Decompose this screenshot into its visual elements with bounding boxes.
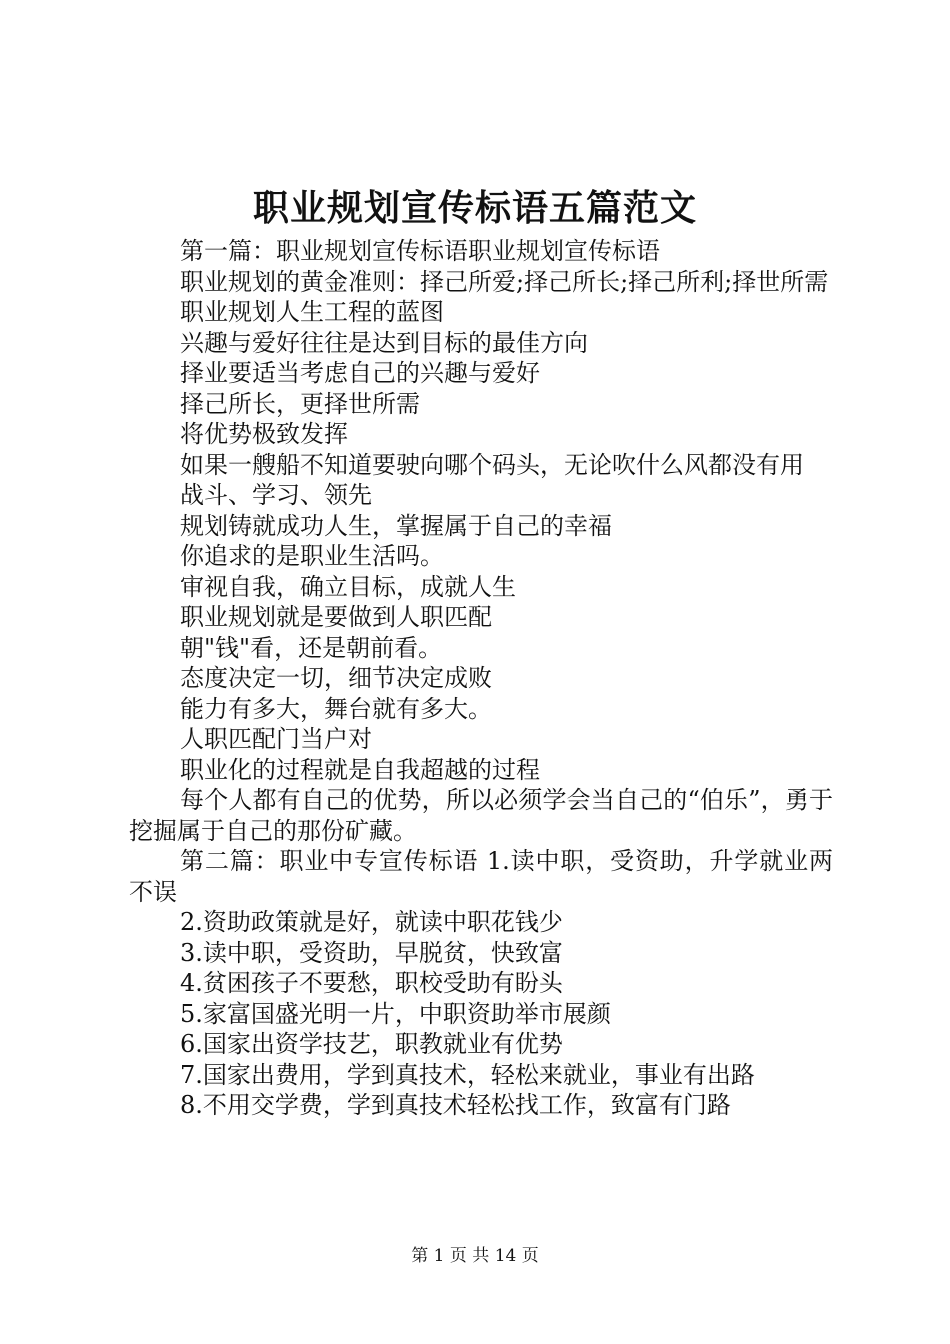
paragraph: 战斗、学习、领先 (180, 481, 372, 509)
paragraph: 第二篇：职业中专宣传标语 1.读中职，受资助，升学就业两不误 (129, 847, 833, 906)
paragraph: 审视自我，确立目标，成就人生 (180, 572, 516, 601)
paragraph: 职业规划的黄金准则：择己所爱;择己所长;择己所利;择世所需 (180, 267, 829, 296)
document-body (129, 236, 833, 1121)
paragraph: 4.贫困孩子不要愁，职校受助有盼头 (180, 969, 563, 997)
paragraph: 每个人都有自己的优势，所以必须学会当自己的“伯乐”，勇于挖掘属于自己的那份矿藏。 (129, 786, 833, 845)
paragraph: 你追求的是职业生活吗。 (180, 542, 444, 570)
paragraph: 规划铸就成功人生，掌握属于自己的幸福 (180, 511, 612, 540)
paragraph: 人职匹配门当户对 (180, 725, 372, 753)
paragraph: 6.国家出资学技艺，职教就业有优势 (180, 1030, 563, 1058)
paragraph: 3.读中职，受资助，早脱贫，快致富 (180, 938, 563, 967)
document-title: 职业规划宣传标语五篇范文 (252, 187, 697, 229)
paragraph: 5.家富国盛光明一片，中职资助举市展颜 (180, 999, 611, 1028)
paragraph: 7.国家出费用，学到真技术，轻松来就业，事业有出路 (180, 1060, 755, 1089)
paragraph: 择业要适当考虑自己的兴趣与爱好 (180, 359, 540, 387)
paragraph: 如果一艘船不知道要驶向哪个码头，无论吹什么风都没有用 (180, 450, 804, 479)
paragraph: 朝"钱"看，还是朝前看。 (180, 633, 443, 662)
paragraph: 兴趣与爱好往往是达到目标的最佳方向 (180, 328, 588, 357)
paragraph: 8.不用交学费，学到真技术轻松找工作，致富有门路 (180, 1091, 731, 1119)
paragraph: 择己所长，更择世所需 (180, 389, 420, 418)
paragraph: 能力有多大，舞台就有多大。 (180, 694, 492, 723)
paragraph: 职业规划人生工程的蓝图 (180, 298, 444, 326)
paragraph: 态度决定一切，细节决定成败 (180, 664, 492, 692)
page-footer: 第 1 页 共 14 页 (411, 1246, 539, 1266)
paragraph: 将优势极致发挥 (180, 420, 348, 448)
paragraph: 2.资助政策就是好，就读中职花钱少 (180, 908, 563, 936)
paragraph: 职业化的过程就是自我超越的过程 (180, 755, 540, 784)
paragraph: 职业规划就是要做到人职匹配 (180, 603, 492, 631)
paragraph: 第一篇：职业规划宣传标语职业规划宣传标语 (180, 237, 660, 265)
